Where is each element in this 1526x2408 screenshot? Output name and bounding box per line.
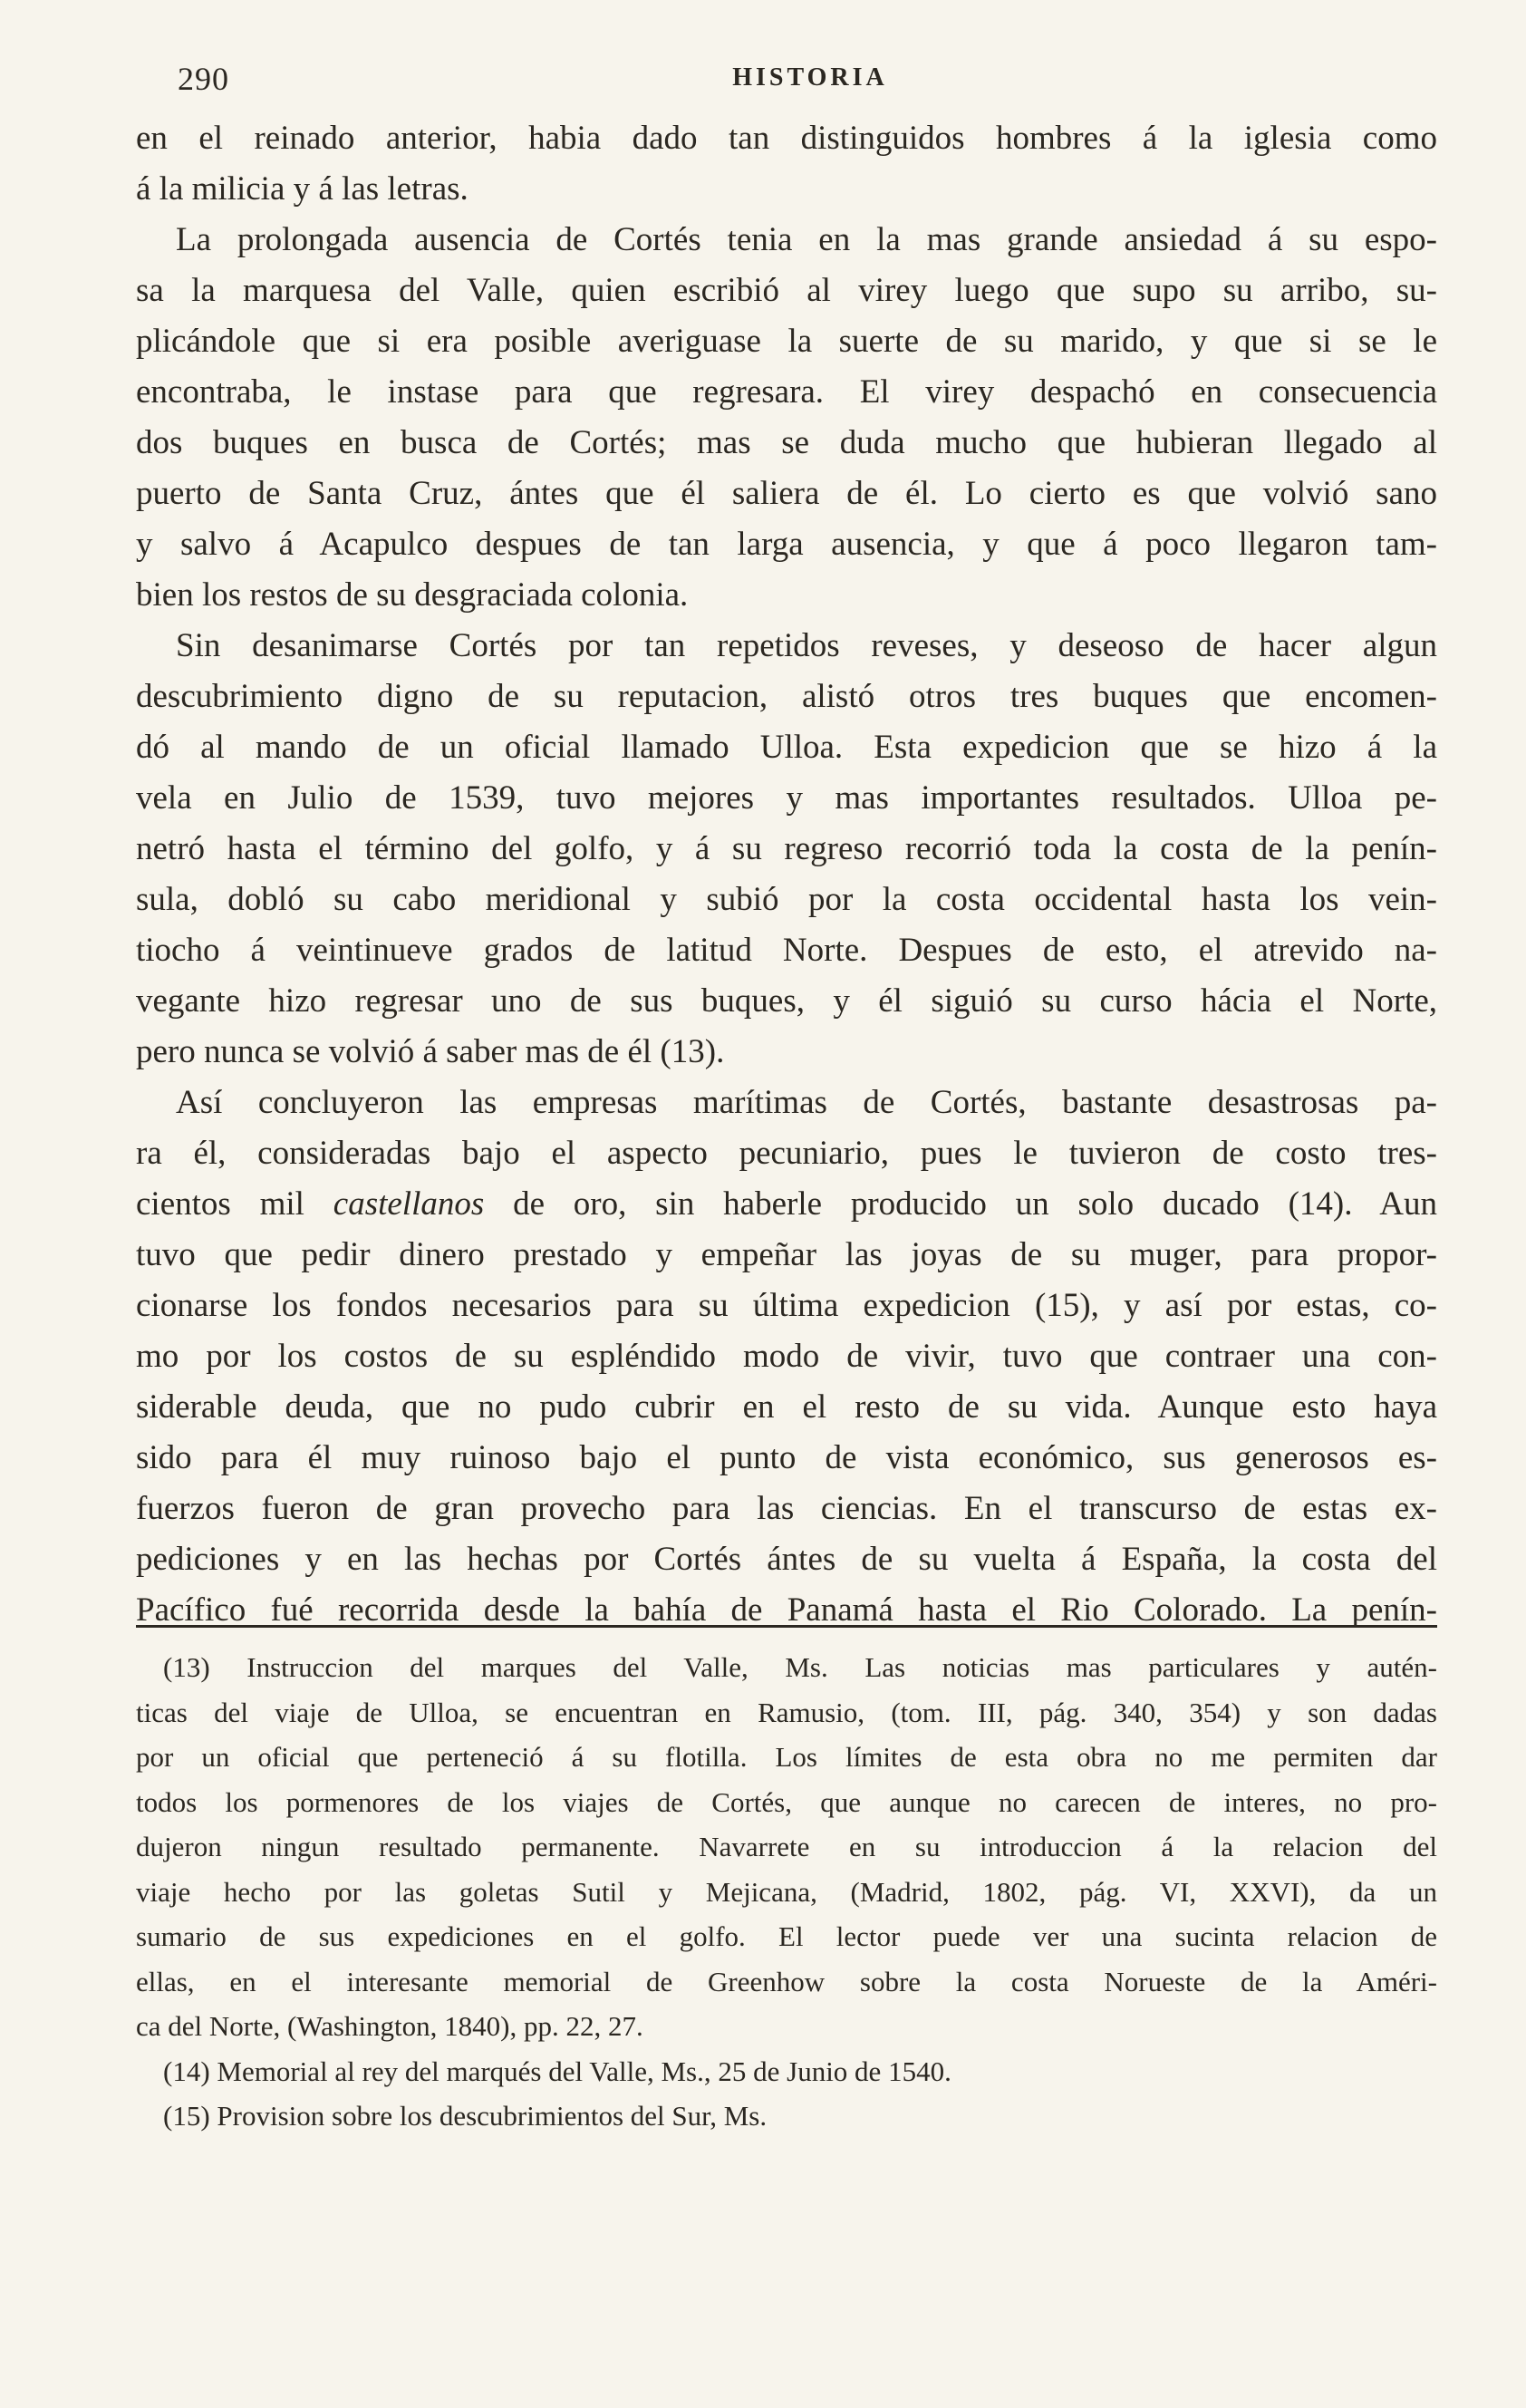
body-line: vela en Julio de 1539, tuvo mejores y mas importantes resultados. Ulloa pe-	[136, 779, 1437, 817]
page-number: 290	[178, 61, 229, 97]
body-line: Sin desanimarse Cortés por tan repetidos reveses, y deseoso de hacer algun	[176, 627, 1437, 664]
body-line: cionarse los fondos necesarios para su última expedicion (15), y así por estas, co-	[136, 1287, 1437, 1324]
running-head: HISTORIA	[732, 63, 888, 92]
body-line: mo por los costos de su espléndido modo de vivir, tuvo que contraer una con-	[136, 1338, 1437, 1375]
body-line: tiocho á veintinueve grados de latitud Norte. Despues de esto, el atrevido na-	[136, 932, 1437, 969]
footnote-line: ticas del viaje de Ulloa, se encuentran en Ramusio, (tom. III, pág. 340, 354) y son dadas	[136, 1696, 1437, 1728]
body-line: encontraba, le instase para que regresara. El virey despachó en consecuencia	[136, 373, 1437, 411]
footnote-divider	[136, 1625, 1437, 1628]
body-line: sula, dobló su cabo meridional y subió por la costa occidental hasta los vein-	[136, 881, 1437, 918]
body-line: Así concluyeron las empresas marítimas de Cortés, bastante desastrosas pa-	[176, 1084, 1437, 1121]
body-line: á la milicia y á las letras.	[136, 170, 468, 208]
body-line: Pacífico fué recorrida desde la bahía de Panamá hasta el Rio Colorado. La penín-	[136, 1591, 1437, 1629]
body-line: siderable deuda, que no pudo cubrir en el resto de su vida. Aunque esto haya	[136, 1388, 1437, 1426]
footnote-line: ca del Norte, (Washington, 1840), pp. 22, 27.	[136, 2010, 643, 2042]
footnote-line: (15) Provision sobre los descubrimientos del Sur, Ms.	[163, 2100, 768, 2132]
body-line-segment: cientos mil	[136, 1185, 304, 1223]
footnote-line: por un oficial que perteneció á su flotilla. Los límites de esta obra no me permiten dar	[136, 1741, 1437, 1773]
page-header	[178, 60, 1443, 105]
body-line: pero nunca se volvió á saber mas de él (13).	[136, 1033, 725, 1070]
body-line: fuerzos fueron de gran provecho para las ciencias. En el transcurso de estas ex-	[136, 1490, 1437, 1527]
italic-term: castellanos	[333, 1185, 485, 1223]
body-line: dó al mando de un oficial llamado Ulloa. Esta expedicion que se hizo á la	[136, 729, 1437, 766]
body-line: puerto de Santa Cruz, ántes que él saliera de él. Lo cierto es que volvió sano	[136, 475, 1437, 512]
body-line: y salvo á Acapulco despues de tan larga ausencia, y que á poco llegaron tam-	[136, 526, 1437, 563]
body-line: vegante hizo regresar uno de sus buques, y él siguió su curso hácia el Norte,	[136, 982, 1437, 1020]
body-line: bien los restos de su desgraciada colonia.	[136, 576, 689, 614]
body-line: tuvo que pedir dinero prestado y empeñar las joyas de su muger, para propor-	[136, 1236, 1437, 1273]
footnote-line: sumario de sus expediciones en el golfo. El lector puede ver una sucinta relacion de	[136, 1920, 1437, 1952]
body-line: pediciones y en las hechas por Cortés ántes de su vuelta á España, la costa del	[136, 1541, 1437, 1578]
body-line: en el reinado anterior, habia dado tan distinguidos hombres á la iglesia como	[136, 120, 1437, 157]
body-line: netró hasta el término del golfo, y á su regreso recorrió toda la costa de la penín-	[136, 830, 1437, 867]
footnote-line: dujeron ningun resultado permanente. Navarrete en su introduccion á la relacion del	[136, 1831, 1437, 1862]
body-line: ra él, consideradas bajo el aspecto pecuniario, pues le tuvieron de costo tres-	[136, 1135, 1437, 1172]
footnote-line: todos los pormenores de los viajes de Cortés, que aunque no carecen de interes, no pro-	[136, 1785, 1437, 1818]
footnote-line: viaje hecho por las goletas Sutil y Mejicana, (Madrid, 1802, pág. VI, XXVI), da un	[136, 1875, 1437, 1908]
footnote-line: ellas, en el interesante memorial de Greenhow sobre la costa Norueste de la Améri-	[136, 1965, 1437, 1997]
footnotes	[136, 1645, 1437, 2139]
body-line: La prolongada ausencia de Cortés tenia en la mas grande ansiedad á su espo-	[176, 221, 1437, 258]
body-line: sido para él muy ruinoso bajo el punto de vista económico, sus generosos es-	[136, 1439, 1437, 1476]
body-line-segment: de oro, sin haberle producido un solo ducado (14). Aun	[513, 1185, 1437, 1223]
body-text	[136, 113, 1437, 1636]
body-line: sa la marquesa del Valle, quien escribió al virey luego que supo su arribo, su-	[136, 272, 1437, 309]
body-line: descubrimiento digno de su reputacion, alistó otros tres buques que encomen-	[136, 678, 1437, 715]
body-line: dos buques en busca de Cortés; mas se duda mucho que hubieran llegado al	[136, 424, 1437, 461]
body-line-with-italic	[136, 1179, 1437, 1230]
footnote-line: (14) Memorial al rey del marqués del Valle, Ms., 25 de Junio de 1540.	[163, 2055, 951, 2087]
footnote-line: (13) Instruccion del marques del Valle, Ms. Las noticias mas particulares y autén-	[163, 1651, 1437, 1683]
body-line: plicándole que si era posible averiguase la suerte de su marido, y que si se le	[136, 323, 1437, 360]
